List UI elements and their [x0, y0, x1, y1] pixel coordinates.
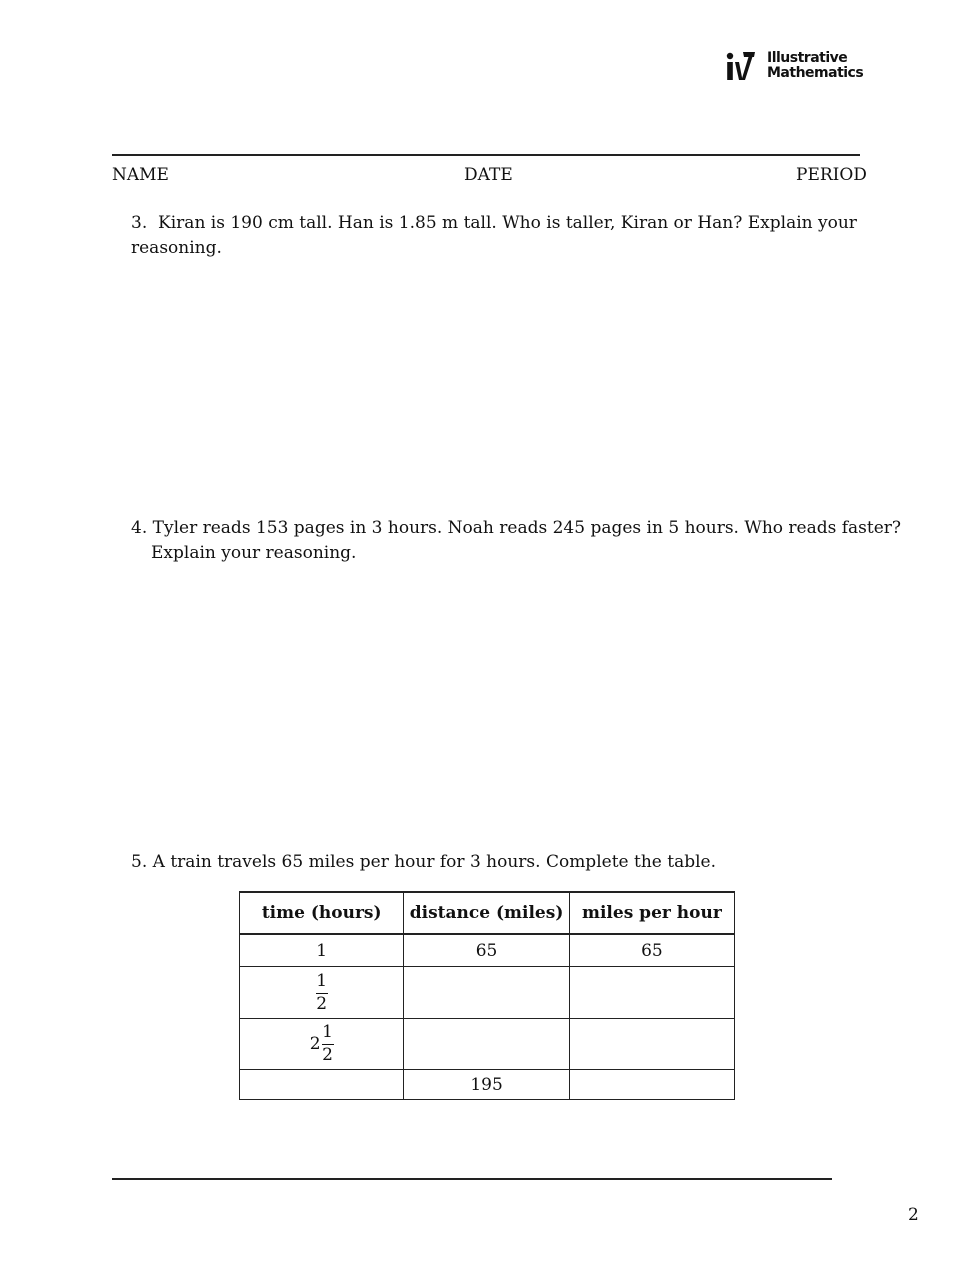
footer-rule	[112, 1178, 832, 1180]
logo-wordmark	[767, 51, 863, 81]
fraction-denominator: 2	[322, 1045, 333, 1065]
name-label: NAME	[112, 165, 169, 185]
question-3-number: 3.	[131, 213, 148, 233]
mph-cell[interactable]: 65	[569, 934, 734, 967]
question-4-number: 4.	[131, 518, 148, 538]
question-4-line-2: Explain your reasoning.	[151, 543, 357, 563]
time-cell[interactable]	[240, 1070, 404, 1100]
distance-cell[interactable]	[404, 1019, 569, 1070]
time-mixed-number	[310, 1023, 334, 1065]
table-header-row	[240, 892, 735, 934]
table-row	[240, 1070, 735, 1100]
question-3	[131, 211, 857, 261]
fraction-denominator: 2	[316, 993, 328, 1014]
header-distance: distance (miles)	[404, 892, 569, 934]
time-fraction	[316, 972, 328, 1014]
distance-cell[interactable]	[404, 967, 569, 1019]
question-3-text: Kiran is 190 cm tall. Han is 1.85 m tall. Who is taller, Kiran or Han? Explain your	[158, 213, 857, 233]
mixed-whole: 2	[309, 1034, 321, 1054]
mph-cell[interactable]	[569, 967, 734, 1019]
logo-line-1: Illustrative	[767, 50, 848, 66]
table-row	[240, 1019, 735, 1070]
distance-cell[interactable]: 195	[404, 1070, 569, 1100]
question-5-line-1	[131, 850, 716, 875]
mph-cell[interactable]	[569, 1070, 734, 1100]
header-miles-per-hour: miles per hour	[569, 892, 734, 934]
illustrative-mathematics-logo-icon	[724, 50, 764, 84]
time-cell[interactable]	[240, 1019, 404, 1070]
fraction-numerator: 1	[322, 1022, 333, 1042]
question-5-number: 5.	[131, 852, 148, 872]
header-time: time (hours)	[240, 892, 404, 934]
table-row	[240, 967, 735, 1019]
mph-cell[interactable]	[569, 1019, 734, 1070]
page-number: 2	[908, 1205, 919, 1225]
logo-line-2: Mathematics	[767, 65, 864, 81]
fraction-numerator: 1	[316, 970, 328, 991]
header-rule	[112, 154, 860, 156]
date-label: DATE	[464, 165, 513, 185]
question-3-line-2: reasoning.	[131, 238, 222, 258]
question-4-text: Tyler reads 153 pages in 3 hours. Noah reads 245 pages in 5 hours. Who reads faster?	[152, 518, 902, 538]
distance-cell[interactable]: 65	[404, 934, 569, 967]
illustrative-mathematics-logo	[724, 50, 874, 84]
period-label: PERIOD	[796, 165, 867, 185]
question-3-line-1	[131, 211, 857, 236]
question-4	[131, 516, 901, 566]
table-row	[240, 934, 735, 967]
time-fraction	[322, 1023, 334, 1065]
time-cell[interactable]	[240, 967, 404, 1019]
question-5-text: A train travels 65 miles per hour for 3 hours. Complete the table.	[152, 852, 716, 872]
time-cell[interactable]: 1	[240, 934, 404, 967]
question-4-line-1	[131, 516, 901, 541]
train-rate-table	[239, 891, 735, 1100]
question-5	[131, 850, 716, 875]
